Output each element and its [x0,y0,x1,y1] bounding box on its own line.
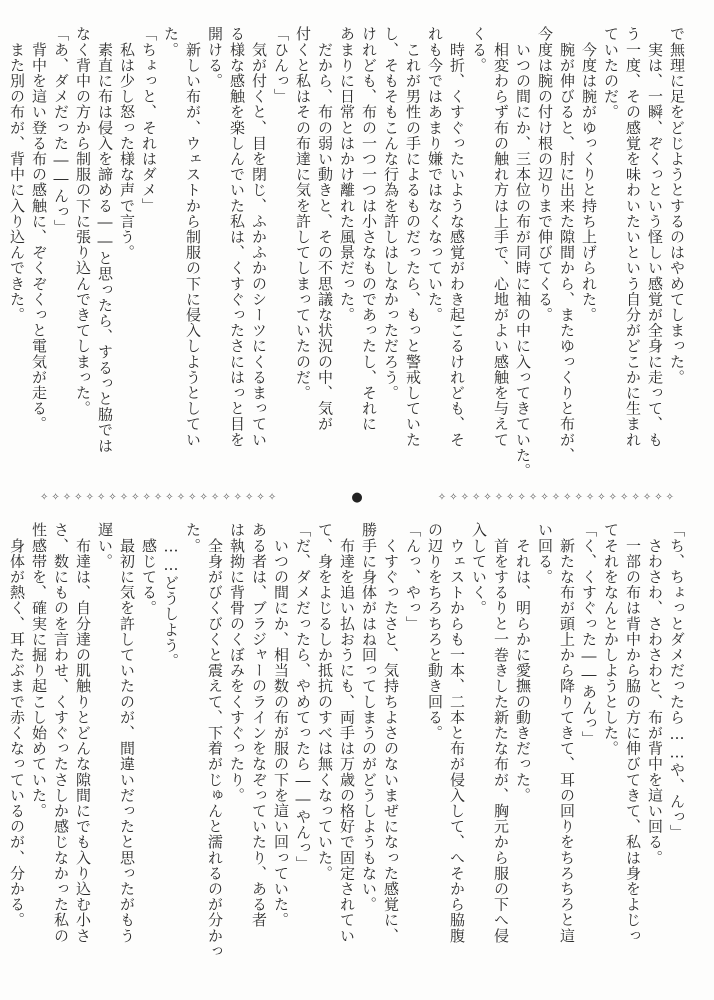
text-line: 「ちょっと、それはダメ」 [140,26,158,214]
text-line: 気が付くと、目を閉じ、ふかふかのシーツにくるまってい [250,26,268,448]
text-line: だから、布の弱い動きと、その不思議な状況の中、気が [316,26,334,432]
divider-ornament-right-glyph: ✧ [585,491,595,503]
text-line: い回る。 [536,522,554,585]
text-line: さわさわ、さわさわと、布が背中を這い回る。 [646,522,664,866]
ornamental-divider [40,490,674,504]
text-line: てそれをなんとかしようとした。 [602,522,620,756]
text-line: 全身がびくびくと震えて、下着がじゅんと濡れるのが分かっ [206,522,224,959]
divider-ornament-left-glyph: ✧ [85,491,94,503]
text-line: それは、明らかに愛撫の動きだった。 [514,522,532,803]
text-line: 「く、くすぐった――あんっ」 [580,522,598,747]
text-line: 背中を這い登る布の感触に、ぞくぞくっと電気が走る。 [30,26,48,432]
text-line: 素直に布は侵入を諦める――と思ったら、するっと脇では [96,26,114,454]
text-line: 感じてる。 [140,522,158,616]
text-line: で無理に足をどじようとするのはやめてしまった。 [668,26,686,385]
divider-ornament-left-glyph: ✧ [153,491,163,503]
text-line: 「だ、ダメだったら、やめてったら――やんっ」 [294,522,312,872]
divider-ornament-right-glyph: ✧ [597,491,606,503]
divider-ornament-left-glyph: ✧ [267,491,277,503]
divider-ornament-right-glyph: ✧ [471,491,481,503]
divider-ornament-left-glyph: ✧ [142,491,151,503]
text-line: また別の布が、背中に入り込んできた。 [8,26,26,323]
text-line: 時折、くすぐったいような感覚がわき起こるけれども、そ [448,26,466,448]
divider-ornament-right-glyph: ✧ [460,491,469,503]
divider-ornament-left-glyph: ✧ [245,491,254,503]
divider-ornament-left-glyph: ✧ [51,491,60,503]
divider-ornament-right-glyph: ✧ [631,491,640,503]
divider-ornament-right-glyph: ✧ [483,491,492,503]
text-line: ていたのだ。 [602,26,620,120]
text-line: 布達を追い払おうにも、両手は万歳の格好で固定されてい [338,522,356,944]
divider-ornament-right-glyph: ✧ [574,491,583,503]
divider-ornament-left-glyph: ✧ [40,491,49,503]
divider-ornament-left-glyph: ✧ [233,491,243,503]
divider-ornament-right [438,492,674,503]
text-line: 布達は、自分達の肌触りとどんな隙間にでも入り込む小さ [74,522,92,944]
divider-ornament-left-glyph: ✧ [256,491,265,503]
text-line: 今度は腕の付け根の辺りまで伸びてくる。 [536,26,554,323]
text-line: 相変わらず布の触れ方は上手で、心地がよい感触を与えて [492,26,510,448]
divider-ornament-left-glyph: ✧ [176,491,186,503]
divider-ornament-left-glyph: ✧ [199,491,208,503]
text-line: 今度は腕がゆっくりと持ち上げられた。 [580,26,598,323]
text-line: れも今ではあまり嫌ではなくなっていた。 [426,26,444,323]
divider-ornament-right-glyph: ✧ [494,491,504,503]
text-line: 実は、一瞬、ぞくっという怪しい感覚が全身に走って、も [646,26,664,448]
text-line: 「んっ、やっ」 [404,522,422,632]
top-text-block [8,26,688,479]
divider-ornament-right-glyph: ✧ [665,491,674,503]
divider-ornament-left-glyph: ✧ [210,491,220,503]
divider-ornament-right-glyph: ✧ [551,491,561,503]
text-line: は執拗に背骨のくぼみをくすぐったり。 [228,522,246,803]
text-line: ある者は、ブラジャーのラインをなぞっていたり、ある者 [250,522,268,928]
divider-ornament-left-glyph: ✧ [188,491,197,503]
divider-ornament-right-glyph: ✧ [540,491,549,503]
text-line: 首をするりと一巻きした新たな布が、胸元から服の下へ侵 [492,522,510,944]
text-line: た。 [162,26,180,58]
text-line: けれども、布の一つ一つは小さなものであったし、それに [360,26,378,432]
text-line: う一度、その感覚を味わいたいという自分がどこかに生まれ [624,26,642,448]
text-line: 「あ、ダメだった――んっ」 [52,26,70,235]
text-line: 新しい布が、ウェストから制服の下に侵入しようとしてい [184,26,202,448]
text-line: し、そもそもこんな行為を許しはしなかっただろう。 [382,26,400,401]
divider-ornament-right-glyph: ✧ [642,491,652,503]
text-line: 遅い。 [96,522,114,569]
text-line: ……どうしよう。 [162,522,180,669]
text-line: 新たな布が頭上から降りてきて、耳の回りをちろちろと這 [558,522,576,944]
divider-ornament-left-glyph: ✧ [165,491,174,503]
text-line: て、身をよじるしか抵抗のすべは無くなっていた。 [316,522,334,881]
text-line: る様な感触を楽しんでいた私は、くすぐったさにはっと目を [228,26,246,448]
divider-ornament-left-glyph: ✧ [222,491,231,503]
divider-ornament-right-glyph: ✧ [517,491,526,503]
text-line: くすぐったさと、気持ちよさのないまぜになった感覚に、 [382,522,400,944]
text-line: 開ける。 [206,26,224,89]
divider-ornament-right-glyph: ✧ [608,491,618,503]
text-line: これが男性の手によるものだったら、もっと警戒していた [404,26,422,448]
text-line: の辺りをちろちろと動き回る。 [426,522,444,741]
divider-ornament-left-glyph: ✧ [74,491,83,503]
text-line: 腕が伸びると、肘に出来た隙間から、またゆっくりと布が、 [558,26,576,463]
divider-center-mark: ● [351,489,363,505]
text-line: 最初に気を許していたのが、間違いだったと思ったがもう [118,522,136,944]
divider-ornament-left-glyph: ✧ [119,491,129,503]
divider-ornament-left-glyph: ✧ [131,491,140,503]
divider-ornament-left-glyph: ✧ [62,491,72,503]
bottom-text-block [8,522,688,972]
text-line: 入していく。 [470,522,488,616]
text-line: 性感帯を、確実に掘り起こし始めていた。 [30,522,48,819]
divider-ornament-left [40,492,276,503]
text-line: 付くと私はその布達に気を許してしまっていたのだ。 [294,26,312,401]
text-line: なく背中の方から制服の下に張り込んできてしまった。 [74,26,92,416]
text-line: た。 [184,522,202,554]
divider-ornament-left-glyph: ✧ [108,491,117,503]
divider-ornament-right-glyph: ✧ [437,491,447,503]
text-line: いつの間にか、相当数の布が服の下を這い回っていた。 [272,522,290,928]
divider-ornament-right-glyph: ✧ [528,491,538,503]
text-line: 勝手に身体がはね回ってしまうのがどうしようもない。 [360,522,378,912]
divider-ornament-right-glyph: ✧ [654,491,663,503]
text-line: 私は少し怒った様な声で言う。 [118,26,136,260]
divider-ornament-right-glyph: ✧ [563,491,572,503]
text-line: 身体が熱く、耳たぶまで赤くなっているのが、分かる。 [8,522,26,928]
divider-ornament-right-glyph: ✧ [620,491,629,503]
divider-ornament-left-glyph: ✧ [96,491,106,503]
text-line: 一部の布は背中から脇の方に伸びてきて、私は身をよじっ [624,522,642,944]
divider-ornament-right-glyph: ✧ [449,491,458,503]
text-line: 「ち、ちょっとダメだったら……や、んっ」 [668,522,686,840]
text-line: いつの間にか、三本位の布が同時に袖の中に入ってきていた。 [514,26,532,479]
divider-ornament-right-glyph: ✧ [506,491,515,503]
text-line: さ、数にものを言わせ、くすぐったさしか感じなかった私の [52,522,70,944]
text-line: くる。 [470,26,488,73]
text-line: 「ひんっ」 [272,26,290,104]
text-line: ウェストからも一本、二本と布が侵入して、へそから脇腹 [448,522,466,944]
text-line: あまりに日常とはかけ離れた風景だった。 [338,26,356,323]
